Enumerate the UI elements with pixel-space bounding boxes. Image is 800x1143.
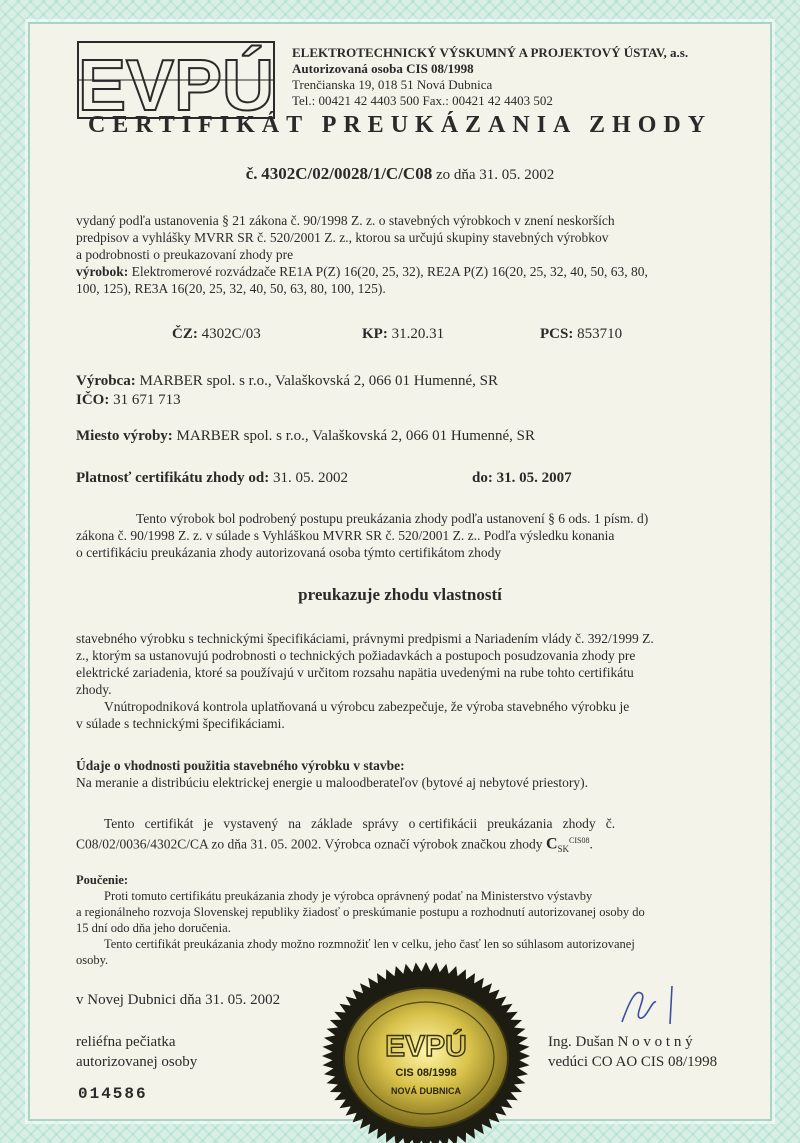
conformity-mark-sub: SK <box>557 844 570 855</box>
validity-from <box>76 470 348 487</box>
conformity-line: elektrické zariadenia, ktoré sa používajú v určitom rozsahu napätia uvedenými na rube tohto certifikátu <box>76 665 634 680</box>
procedure-line: zákona č. 90/1998 Z. z. v súlade s Vyhláškou MVRR SR č. 520/2001 Z. z.. Podľa výsledku konania <box>76 528 615 543</box>
stamp-caption-line: autorizovanej osoby <box>76 1054 198 1070</box>
signature-image <box>612 980 692 1030</box>
place-value: MARBER spol. s r.o., Valaškovská 2, 066 01 Humenné, SR <box>172 428 536 444</box>
procedure-line: Tento výrobok bol podrobený postupu preukázania zhody podľa ustanovení § 6 ods. 1 písm. d) <box>136 511 649 526</box>
evpu-logo <box>76 40 276 120</box>
validity-from-value: 31. 05. 2002 <box>269 470 348 486</box>
institute-address: Trenčianska 19, 018 51 Nová Dubnica <box>292 77 493 92</box>
usage-heading: Údaje o vhodnosti použitia stavebného výrobku v stavbe: <box>76 758 405 773</box>
seal-code: CIS 08/1998 <box>395 1067 457 1079</box>
product-value: Elektromerové rozvádzače RE1A P(Z) 16(20, 25, 32), RE2A P(Z) 16(20, 25, 32, 40, 50, 63, 80, <box>128 264 648 279</box>
control-line: Vnútropodniková kontrola uplatňovaná u výrobcu zabezpečuje, že výroba stavebného výrobku je <box>104 699 630 714</box>
intro-paragraph <box>76 212 648 297</box>
basis-text: C08/02/0036/4302C/CA zo dňa 31. 05. 2002. Výrobca označí výrobok značkou zhody <box>76 836 546 852</box>
conformity-mark-c: C <box>545 835 558 853</box>
signer-name: Ing. Dušan N o v o t n ý <box>548 1034 693 1050</box>
validity-to: do: 31. 05. 2007 <box>472 470 572 486</box>
notice-heading: Poučenie: <box>76 873 129 887</box>
procedure-paragraph <box>76 510 736 561</box>
gold-seal <box>318 948 534 1143</box>
conformity-line: z., ktorým sa ustanovujú podrobnosti o technických požiadavkách a postupoch posudzovania zhody pre <box>76 648 636 663</box>
ico-value: 31 671 713 <box>109 392 181 408</box>
cz-label: ČZ: <box>172 326 198 342</box>
cz-value: 4302C/03 <box>201 326 261 342</box>
conformity-line: stavebného výrobku s technickými špecifikáciami, právnymi predpismi a Nariadením vlády č. 392/1999 Z. <box>76 631 654 646</box>
usage-text: Na meranie a distribúciu elektrickej energie u maloodberateľov (bytové aj nebytové priestory). <box>76 775 589 790</box>
certificate-number <box>0 164 800 184</box>
production-place <box>76 428 535 445</box>
intro-line: vydaný podľa ustanovenia § 21 zákona č. 90/1998 Z. z. o stavebných výrobkoch v znení neskorších <box>76 213 615 228</box>
basis-paragraph <box>76 815 742 858</box>
cert-number-value: 4302C/02/0028/1/C/C08 <box>261 164 433 183</box>
validity-label: Platnosť certifikátu zhody od: <box>76 470 270 486</box>
seal-logo: EVPÚ <box>385 1030 467 1063</box>
notice-line: 15 dní odo dňa jeho doručenia. <box>76 921 231 935</box>
confirms-heading: preukazuje zhodu vlastností <box>298 585 502 604</box>
ico-label: IČO: <box>76 392 110 408</box>
institute-phone: Tel.: 00421 42 4403 500 Fax.: 00421 42 4403 502 <box>292 93 553 108</box>
product-label: výrobok: <box>76 264 129 279</box>
stamp-caption <box>76 1032 197 1072</box>
conformity-mark-sup: CIS08 <box>569 836 590 845</box>
manufacturer-value: MARBER spol. s r.o., Valaškovská 2, 066 01 Humenné, SR <box>135 373 498 389</box>
certificate-title: CERTIFIKÁT PREUKÁZANIA ZHODY <box>87 112 713 138</box>
seal-place: NOVÁ DUBNICA <box>390 1086 462 1096</box>
conformity-paragraph <box>76 630 742 732</box>
institute-name: ELEKTROTECHNICKÝ VÝSKUMNÝ A PROJEKTOVÝ ÚSTAV, a.s. <box>292 45 689 60</box>
serial-number: 014586 <box>78 1085 148 1103</box>
logo-text: EVPÚ <box>77 46 275 120</box>
basis-line-2 <box>76 832 742 858</box>
intro-line: predpisov a vyhlášky MVRR SR č. 520/2001 Z. z., ktorou sa určujú skupiny stavebných výrobkov <box>76 230 609 245</box>
manufacturer-label: Výrobca: <box>76 373 136 389</box>
usage-section <box>76 757 588 791</box>
notice-line: a regionálneho rozvoja Slovenskej republiky žiadosť o preskúmanie postupu a rozhodnutí autorizovanej osoby do <box>76 905 645 919</box>
intro-line: a podrobnosti o preukazovaní zhody pre <box>76 247 294 262</box>
notice-line: Proti tomuto certifikátu preukázania zhody je výrobca oprávnený podať na Ministerstvo výstavby <box>104 889 593 903</box>
stamp-caption-line: reliéfna pečiatka <box>76 1034 176 1050</box>
basis-line: Tento certifikát je vystavený na základe správy o certifikácii preukázania zhody č. <box>104 816 616 831</box>
pcs-label: PCS: <box>540 326 574 342</box>
control-line: v súlade s technickými špecifikáciami. <box>76 716 285 731</box>
authorized-person: Autorizovaná osoba CIS 08/1998 <box>292 61 474 76</box>
kp-label: KP: <box>362 326 388 342</box>
notice-line: Tento certifikát preukázania zhody možno rozmnožiť len v celku, jeho časť len so súhlasom autorizovanej <box>104 937 635 951</box>
kp-value: 31.20.31 <box>391 326 445 342</box>
procedure-line: o certifikáciu preukázania zhody autorizovaná osoba týmto certifikátom zhody <box>76 545 502 560</box>
cert-date: zo dňa 31. 05. 2002 <box>435 167 555 183</box>
place-date: v Novej Dubnici dňa 31. 05. 2002 <box>76 992 281 1008</box>
product-line <box>76 263 648 280</box>
pcs-value: 853710 <box>577 326 623 342</box>
conformity-line: zhody. <box>76 682 112 697</box>
place-label: Miesto výroby: <box>76 428 173 444</box>
notice-line: osoby. <box>76 953 109 967</box>
cert-prefix: č. <box>245 164 258 183</box>
pcs-code <box>540 326 622 343</box>
basis-end: . <box>589 836 593 852</box>
signer-block <box>548 1032 717 1072</box>
signer-title: vedúci CO AO CIS 08/1998 <box>548 1054 718 1070</box>
product-line-2: 100, 125), RE3A 16(20, 25, 32, 40, 50, 63, 80, 100, 125). <box>76 281 386 296</box>
manufacturer <box>76 372 498 410</box>
kp-code <box>362 326 444 343</box>
institute-header <box>292 45 688 109</box>
cz-code <box>172 326 261 343</box>
